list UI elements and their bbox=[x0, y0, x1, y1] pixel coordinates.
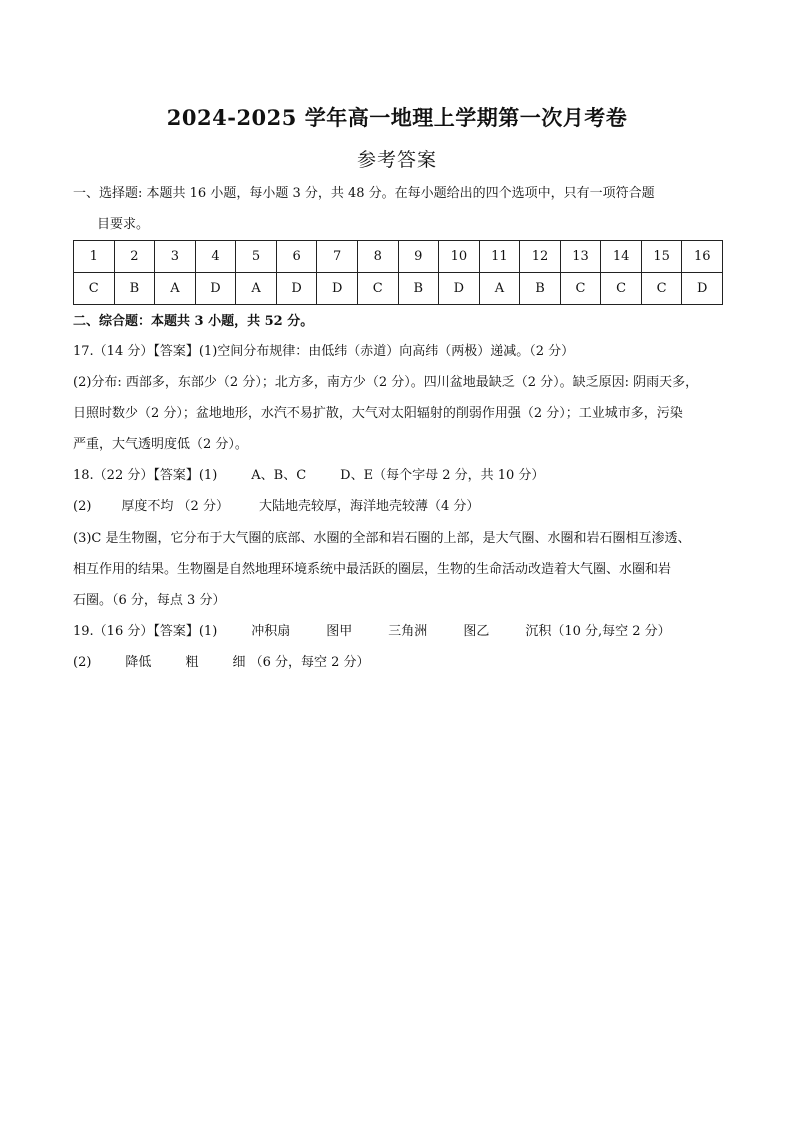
answer-cell: C bbox=[560, 273, 601, 305]
answer-cell: D bbox=[195, 273, 236, 305]
answer-cell: B bbox=[520, 273, 561, 305]
q19-answer-item: 粗 bbox=[185, 655, 199, 670]
q17-line-1: 17.（14 分）【答案】(1)空间分布规律：由低纬（赤道）向高纬（两极）递减。（2 分） bbox=[73, 344, 575, 359]
q17-line-3: 日照时数少（2 分）；盆地地形，水汽不易扩散，大气对太阳辐射的削弱作用强（2 分）；工业城市多，污染 bbox=[73, 406, 683, 421]
answer-cell: A bbox=[479, 273, 520, 305]
q18-line-3: (3)C 是生物圈，它分布于大气圈的底部、水圈的全部和岩石圈的上部，是大气圈、水圈和岩石圈相互渗透、 bbox=[73, 531, 691, 546]
answer-cell: A bbox=[236, 273, 277, 305]
answer-cell: D bbox=[682, 273, 723, 305]
q18-part1-answer-b: D、E（每个字母 2 分，共 10 分） bbox=[340, 468, 545, 483]
answer-cell: C bbox=[74, 273, 115, 305]
section2-heading: 二、综合题：本题共 3 小题，共 52 分。 bbox=[73, 314, 314, 329]
q18-part1-prefix: 18.（22 分）【答案】(1) bbox=[73, 468, 218, 483]
answer-cell: D bbox=[276, 273, 317, 305]
q19-answer-item: 沉积（10 分,每空 2 分） bbox=[525, 624, 671, 639]
answer-cell: D bbox=[317, 273, 358, 305]
q19-answer-item: 降低 bbox=[125, 655, 152, 670]
answer-cell: D bbox=[439, 273, 480, 305]
q18-line-1 bbox=[73, 466, 733, 486]
question-number-cell: 10 bbox=[439, 241, 480, 273]
question-number-cell: 6 bbox=[276, 241, 317, 273]
question-number-cell: 8 bbox=[357, 241, 398, 273]
answer-cell: C bbox=[641, 273, 682, 305]
q18-line-5: 石圈。（6 分，每点 3 分） bbox=[73, 593, 226, 608]
q18-line-4: 相互作用的结果。生物圈是自然地理环境系统中最活跃的圈层，生物的生命活动改造着大气圈、水圈和岩 bbox=[73, 562, 672, 577]
question-number-cell: 4 bbox=[195, 241, 236, 273]
question-number-cell: 16 bbox=[682, 241, 723, 273]
question-number-cell: 5 bbox=[236, 241, 277, 273]
q18-line-2 bbox=[73, 497, 733, 517]
answer-table-number-row bbox=[74, 241, 723, 273]
question-number-cell: 9 bbox=[398, 241, 439, 273]
question-number-cell: 14 bbox=[601, 241, 642, 273]
question-number-cell: 11 bbox=[479, 241, 520, 273]
q19-answer-item: 三角洲 bbox=[388, 624, 428, 639]
q19-answer-item: 图乙 bbox=[463, 624, 490, 639]
q19-part2-prefix: (2) bbox=[73, 655, 92, 670]
q18-part2-answer-b: 大陆地壳较厚，海洋地壳较薄（4 分） bbox=[258, 499, 480, 514]
q17-line-4: 严重，大气透明度低（2 分）。 bbox=[73, 437, 248, 452]
answer-cell: A bbox=[155, 273, 196, 305]
q18-part2-answer-a: 厚度不均 （2 分） bbox=[121, 499, 229, 514]
q18-part1-answer-a: A、B、C bbox=[251, 468, 307, 483]
q19-answer-item: 细 （6 分，每空 2 分） bbox=[232, 655, 370, 670]
page-title: 2024-2025 学年高一地理上学期第一次月考卷 bbox=[166, 105, 628, 130]
q19-line-1 bbox=[73, 622, 733, 642]
answer-cell: B bbox=[114, 273, 155, 305]
page-subtitle: 参考答案 bbox=[356, 149, 437, 171]
answer-table bbox=[73, 240, 723, 305]
section1-heading-line2: 目要求。 bbox=[97, 217, 150, 232]
q19-line-2 bbox=[73, 653, 733, 673]
question-number-cell: 13 bbox=[560, 241, 601, 273]
question-number-cell: 7 bbox=[317, 241, 358, 273]
question-number-cell: 15 bbox=[641, 241, 682, 273]
q17-line-2: (2)分布: 西部多，东部少（2 分）；北方多，南方少（2 分）。四川盆地最缺乏（2 分）。缺乏原因: 阴雨天多， bbox=[73, 375, 699, 390]
answer-cell: B bbox=[398, 273, 439, 305]
question-number-cell: 1 bbox=[74, 241, 115, 273]
q19-part1-prefix: 19.（16 分）【答案】(1) bbox=[73, 624, 218, 639]
q19-answer-item: 图甲 bbox=[326, 624, 353, 639]
q18-part2-prefix: (2) bbox=[73, 499, 92, 514]
q19-answer-item: 冲积扇 bbox=[251, 624, 291, 639]
question-number-cell: 2 bbox=[114, 241, 155, 273]
answer-table-answer-row bbox=[74, 273, 723, 305]
section1-heading-line1: 一、选择题: 本题共 16 小题，每小题 3 分，共 48 分。在每小题给出的四个选项中，只有一项符合题 bbox=[73, 186, 655, 201]
answer-cell: C bbox=[601, 273, 642, 305]
question-number-cell: 12 bbox=[520, 241, 561, 273]
question-number-cell: 3 bbox=[155, 241, 196, 273]
answer-cell: C bbox=[357, 273, 398, 305]
